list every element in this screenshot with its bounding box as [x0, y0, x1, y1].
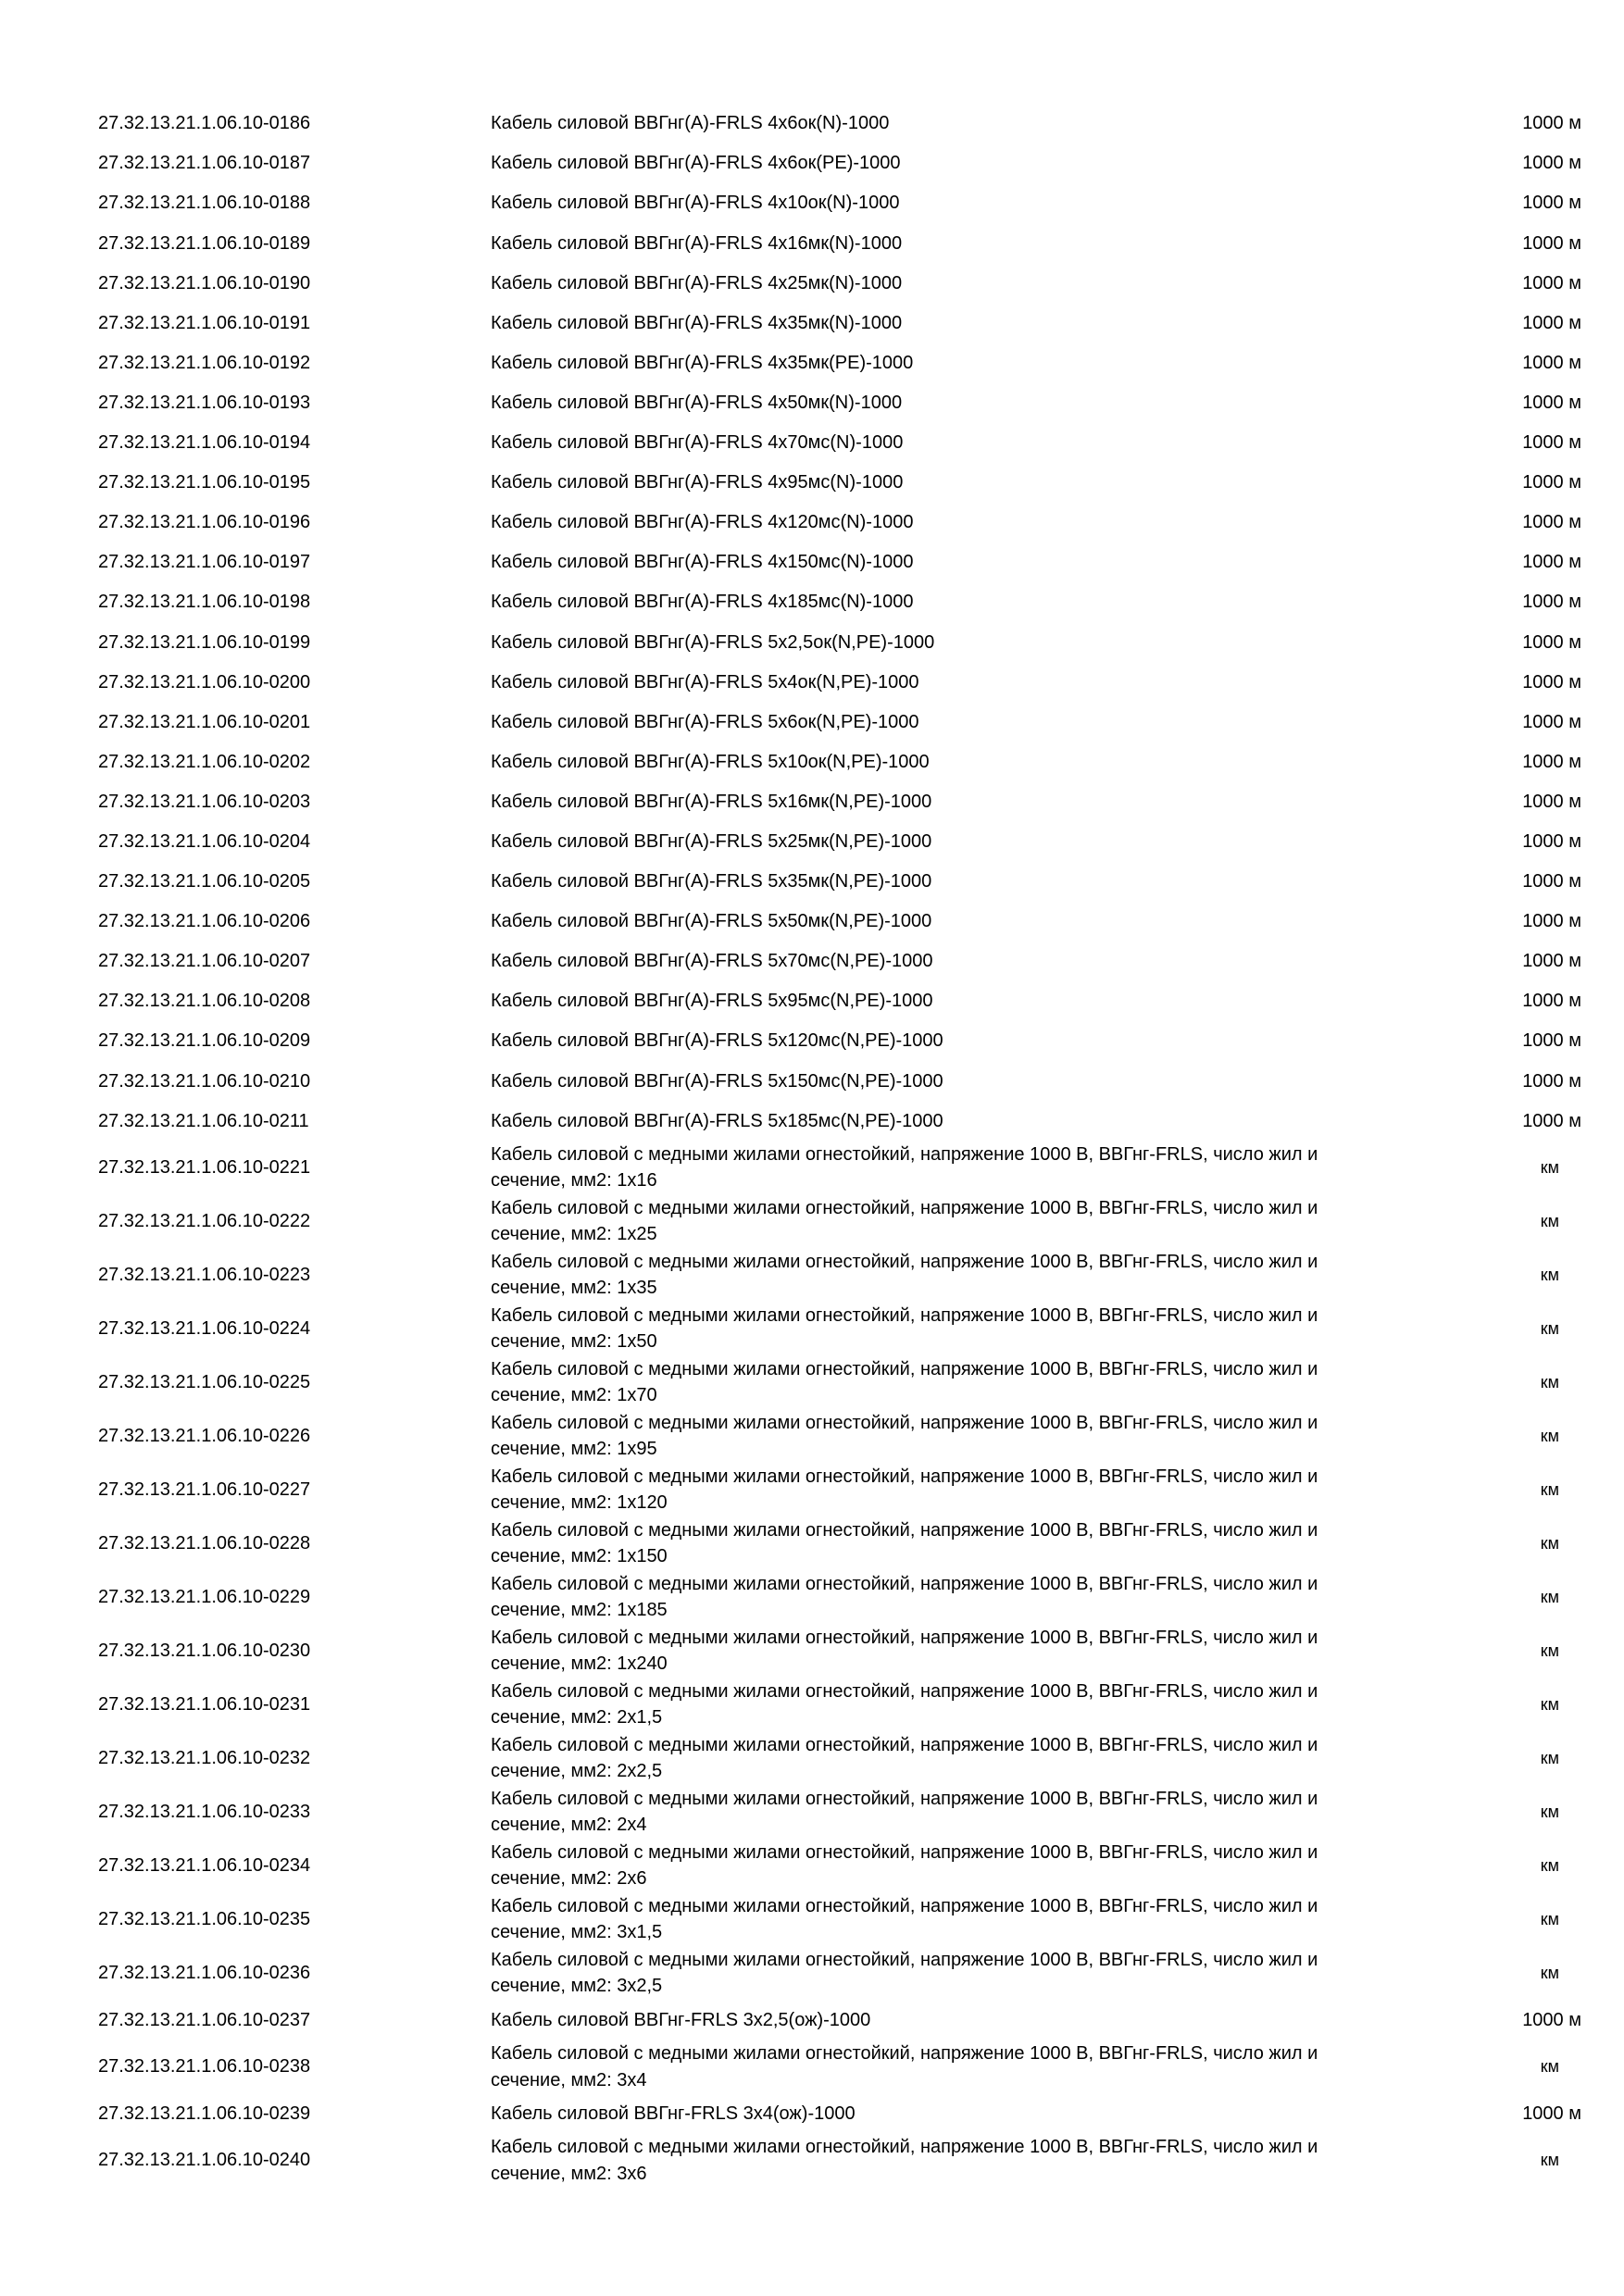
- item-unit: 1000 м: [1522, 830, 1581, 852]
- item-unit: 1000 м: [1522, 232, 1581, 254]
- table-row: [98, 1248, 1581, 1302]
- item-description: Кабель силовой ВВГнг(А)-FRLS 4х150мс(N)-1000: [491, 552, 914, 573]
- item-description: Кабель силовой ВВГнг(А)-FRLS 5х6ок(N,PE)-1000: [491, 711, 919, 732]
- table-row: [98, 1624, 1581, 1678]
- item-description: Кабель силовой ВВГнг(А)-FRLS 4х25мк(N)-1000: [491, 272, 903, 293]
- item-description: Кабель силовой с медными жилами огнестойкий, напряжение 1000 В, ВВГнг-FRLS, число жил и сечение, мм2: 1x185: [491, 1573, 1318, 1621]
- table-row: [98, 303, 1581, 343]
- item-code: 27.32.13.21.1.06.10-0191: [98, 312, 311, 333]
- item-code: 27.32.13.21.1.06.10-0229: [98, 1587, 311, 1608]
- item-description: Кабель силовой с медными жилами огнестойкий, напряжение 1000 В, ВВГнг-FRLS, число жил и сечение, мм2: 1x70: [491, 1358, 1318, 1406]
- item-code: 27.32.13.21.1.06.10-0196: [98, 512, 311, 533]
- table-row: [98, 2000, 1581, 2040]
- item-description: Кабель силовой ВВГнг(А)-FRLS 5х185мс(N,PE)-1000: [491, 1110, 943, 1131]
- item-unit: 1000 м: [1522, 472, 1581, 493]
- table-row: [98, 503, 1581, 543]
- item-description: Кабель силовой ВВГнг(А)-FRLS 4х50мк(N)-1000: [491, 392, 903, 413]
- item-code: 27.32.13.21.1.06.10-0187: [98, 153, 311, 174]
- item-unit: 1000 м: [1522, 991, 1581, 1012]
- item-description: Кабель силовой ВВГнг(А)-FRLS 4х185мс(N)-1000: [491, 592, 914, 613]
- item-code: 27.32.13.21.1.06.10-0193: [98, 392, 311, 413]
- item-unit: км: [1540, 1480, 1559, 1500]
- item-description: Кабель силовой ВВГнг(А)-FRLS 5х50мк(N,PE)-1000: [491, 911, 932, 932]
- table-row: [98, 463, 1581, 503]
- table-row: [98, 1785, 1581, 1839]
- item-description: Кабель силовой с медными жилами огнестойкий, напряжение 1000 В, ВВГнг-FRLS, число жил и сечение, мм2: 2x4: [491, 1788, 1318, 1836]
- item-code: 27.32.13.21.1.06.10-0207: [98, 951, 311, 972]
- catalog-table: [98, 104, 1581, 2188]
- item-description: Кабель силовой ВВГнг(А)-FRLS 4х95мс(N)-1000: [491, 472, 904, 493]
- item-unit: км: [1540, 1158, 1559, 1178]
- item-unit: 1000 м: [1522, 392, 1581, 413]
- item-unit: 1000 м: [1522, 1110, 1581, 1131]
- item-description: Кабель силовой ВВГнг(А)-FRLS 4х16мк(N)-1000: [491, 232, 903, 254]
- item-unit: км: [1540, 1534, 1559, 1554]
- table-row: [98, 1839, 1581, 1892]
- table-row: [98, 622, 1581, 662]
- item-description: Кабель силовой с медными жилами огнестойкий, напряжение 1000 В, ВВГнг-FRLS, число жил и сечение, мм2: 1x25: [491, 1197, 1318, 1245]
- item-description: Кабель силовой ВВГнг(А)-FRLS 4х6ок(N)-1000: [491, 113, 890, 134]
- item-unit: км: [1540, 1964, 1559, 1983]
- table-row: [98, 423, 1581, 463]
- item-code: 27.32.13.21.1.06.10-0230: [98, 1641, 311, 1662]
- table-row: [98, 223, 1581, 263]
- table-row: [98, 1516, 1581, 1570]
- item-unit: 1000 м: [1522, 1030, 1581, 1052]
- catalog-body: [98, 104, 1581, 2188]
- item-code: 27.32.13.21.1.06.10-0198: [98, 592, 311, 613]
- item-code: 27.32.13.21.1.06.10-0209: [98, 1030, 311, 1052]
- table-row: [98, 1570, 1581, 1624]
- table-row: [98, 822, 1581, 862]
- item-unit: км: [1540, 1695, 1559, 1715]
- table-row: [98, 383, 1581, 423]
- item-unit: 1000 м: [1522, 951, 1581, 972]
- item-unit: км: [1540, 1266, 1559, 1285]
- item-description: Кабель силовой с медными жилами огнестойкий, напряжение 1000 В, ВВГнг-FRLS, число жил и сечение, мм2: 2x6: [491, 1841, 1318, 1890]
- item-unit: 1000 м: [1522, 871, 1581, 892]
- item-description: Кабель силовой с медными жилами огнестойкий, напряжение 1000 В, ВВГнг-FRLS, число жил и сечение, мм2: 3x4: [491, 2043, 1318, 2090]
- table-row: [98, 902, 1581, 942]
- item-code: 27.32.13.21.1.06.10-0240: [98, 2150, 311, 2171]
- item-code: 27.32.13.21.1.06.10-0204: [98, 830, 311, 852]
- item-code: 27.32.13.21.1.06.10-0228: [98, 1533, 311, 1554]
- table-row: [98, 183, 1581, 223]
- item-code: 27.32.13.21.1.06.10-0232: [98, 1748, 311, 1769]
- item-code: 27.32.13.21.1.06.10-0227: [98, 1479, 311, 1501]
- item-description: Кабель силовой с медными жилами огнестойкий, напряжение 1000 В, ВВГнг-FRLS, число жил и сечение, мм2: 1x150: [491, 1519, 1318, 1567]
- item-description: Кабель силовой с медными жилами огнестойкий, напряжение 1000 В, ВВГнг-FRLS, число жил и сечение, мм2: 1x16: [491, 1143, 1318, 1192]
- item-code: 27.32.13.21.1.06.10-0233: [98, 1802, 311, 1823]
- table-row: [98, 1892, 1581, 1946]
- item-unit: 1000 м: [1522, 512, 1581, 533]
- item-description: Кабель силовой ВВГнг(А)-FRLS 4х35мк(PE)-1000: [491, 352, 914, 373]
- item-unit: 1000 м: [1522, 193, 1581, 214]
- table-row: [98, 582, 1581, 622]
- item-description: Кабель силовой ВВГнг(А)-FRLS 5х4ок(N,PE)-1000: [491, 671, 919, 693]
- item-unit: 1000 м: [1522, 751, 1581, 772]
- table-row: [98, 981, 1581, 1021]
- item-unit: км: [1540, 1373, 1559, 1392]
- item-unit: 1000 м: [1522, 2009, 1581, 2030]
- item-code: 27.32.13.21.1.06.10-0199: [98, 631, 311, 653]
- item-description: Кабель силовой с медными жилами огнестойкий, напряжение 1000 В, ВВГнг-FRLS, число жил и сечение, мм2: 1x50: [491, 1304, 1318, 1353]
- item-code: 27.32.13.21.1.06.10-0205: [98, 871, 311, 892]
- item-description: Кабель силовой с медными жилами огнестойкий, напряжение 1000 В, ВВГнг-FRLS, число жил и сечение, мм2: 1x95: [491, 1412, 1318, 1460]
- table-row: [98, 263, 1581, 303]
- item-description: Кабель силовой с медными жилами огнестойкий, напряжение 1000 В, ВВГнг-FRLS, число жил и сечение, мм2: 3x6: [491, 2137, 1318, 2184]
- item-unit: км: [1540, 1910, 1559, 1929]
- item-unit: км: [1540, 1856, 1559, 1876]
- item-description: Кабель силовой ВВГнг(А)-FRLS 5х120мс(N,PE)-1000: [491, 1030, 943, 1052]
- item-code: 27.32.13.21.1.06.10-0186: [98, 113, 311, 134]
- item-description: Кабель силовой ВВГнг(А)-FRLS 4х35мк(N)-1000: [491, 312, 903, 333]
- table-row: [98, 2134, 1581, 2188]
- item-code: 27.32.13.21.1.06.10-0202: [98, 751, 311, 772]
- item-code: 27.32.13.21.1.06.10-0188: [98, 193, 311, 214]
- item-unit: км: [1540, 1319, 1559, 1339]
- item-description: Кабель силовой ВВГнг(А)-FRLS 5х10ок(N,PE)-1000: [491, 751, 930, 772]
- item-code: 27.32.13.21.1.06.10-0236: [98, 1963, 311, 1984]
- item-description: Кабель силовой ВВГнг(А)-FRLS 4х120мс(N)-1000: [491, 512, 914, 533]
- item-description: Кабель силовой ВВГнг(А)-FRLS 4х10ок(N)-1000: [491, 193, 900, 214]
- item-unit: 1000 м: [1522, 791, 1581, 812]
- item-code: 27.32.13.21.1.06.10-0210: [98, 1070, 311, 1092]
- table-row: [98, 1194, 1581, 1248]
- table-row: [98, 1946, 1581, 2000]
- item-description: Кабель силовой с медными жилами огнестойкий, напряжение 1000 В, ВВГнг-FRLS, число жил и сечение, мм2: 2x2,5: [491, 1734, 1318, 1782]
- table-row: [98, 543, 1581, 582]
- table-row: [98, 782, 1581, 822]
- item-code: 27.32.13.21.1.06.10-0192: [98, 352, 311, 373]
- item-unit: км: [1540, 1749, 1559, 1768]
- item-unit: км: [1540, 2151, 1559, 2170]
- item-unit: 1000 м: [1522, 272, 1581, 293]
- table-row: [98, 1731, 1581, 1785]
- table-row: [98, 1302, 1581, 1355]
- table-row: [98, 1101, 1581, 1141]
- item-unit: 1000 м: [1522, 312, 1581, 333]
- item-description: Кабель силовой с медными жилами огнестойкий, напряжение 1000 В, ВВГнг-FRLS, число жил и сечение, мм2: 1x240: [491, 1627, 1318, 1675]
- item-unit: 1000 м: [1522, 552, 1581, 573]
- item-code: 27.32.13.21.1.06.10-0223: [98, 1265, 311, 1286]
- item-description: Кабель силовой с медными жилами огнестойкий, напряжение 1000 В, ВВГнг-FRLS, число жил и сечение, мм2: 1x120: [491, 1466, 1318, 1514]
- item-code: 27.32.13.21.1.06.10-0211: [98, 1110, 309, 1131]
- item-description: Кабель силовой ВВГнг(А)-FRLS 5х2,5ок(N,PE)-1000: [491, 631, 935, 653]
- item-unit: 1000 м: [1522, 2103, 1581, 2124]
- item-code: 27.32.13.21.1.06.10-0208: [98, 991, 311, 1012]
- item-unit: 1000 м: [1522, 113, 1581, 134]
- item-description: Кабель силовой с медными жилами огнестойкий, напряжение 1000 В, ВВГнг-FRLS, число жил и сечение, мм2: 3x1,5: [491, 1895, 1318, 1943]
- item-unit: 1000 м: [1522, 911, 1581, 932]
- item-description: Кабель силовой ВВГнг-FRLS 3х2,5(ож)-1000: [491, 2009, 871, 2030]
- item-code: 27.32.13.21.1.06.10-0201: [98, 711, 311, 732]
- item-unit: 1000 м: [1522, 432, 1581, 454]
- item-unit: км: [1540, 2057, 1559, 2077]
- table-row: [98, 742, 1581, 782]
- item-code: 27.32.13.21.1.06.10-0238: [98, 2056, 311, 2078]
- item-code: 27.32.13.21.1.06.10-0235: [98, 1909, 311, 1930]
- table-row: [98, 1409, 1581, 1463]
- item-code: 27.32.13.21.1.06.10-0239: [98, 2103, 311, 2124]
- item-code: 27.32.13.21.1.06.10-0200: [98, 671, 311, 693]
- table-row: [98, 1141, 1581, 1194]
- item-description: Кабель силовой ВВГнг(А)-FRLS 5х70мс(N,PE)-1000: [491, 951, 933, 972]
- item-code: 27.32.13.21.1.06.10-0224: [98, 1318, 311, 1340]
- item-code: 27.32.13.21.1.06.10-0203: [98, 791, 311, 812]
- item-code: 27.32.13.21.1.06.10-0222: [98, 1211, 311, 1232]
- item-code: 27.32.13.21.1.06.10-0225: [98, 1372, 311, 1393]
- table-row: [98, 942, 1581, 981]
- item-code: 27.32.13.21.1.06.10-0189: [98, 232, 311, 254]
- item-unit: км: [1540, 1803, 1559, 1822]
- item-code: 27.32.13.21.1.06.10-0194: [98, 432, 311, 454]
- item-code: 27.32.13.21.1.06.10-0231: [98, 1694, 311, 1716]
- item-description: Кабель силовой ВВГнг(А)-FRLS 5х25мк(N,PE)-1000: [491, 830, 932, 852]
- item-code: 27.32.13.21.1.06.10-0197: [98, 552, 311, 573]
- table-row: [98, 1678, 1581, 1731]
- table-row: [98, 702, 1581, 742]
- item-unit: км: [1540, 1212, 1559, 1231]
- table-row: [98, 343, 1581, 383]
- item-unit: 1000 м: [1522, 671, 1581, 693]
- item-unit: 1000 м: [1522, 1070, 1581, 1092]
- item-description: Кабель силовой ВВГнг(А)-FRLS 4х70мс(N)-1000: [491, 432, 904, 454]
- item-code: 27.32.13.21.1.06.10-0226: [98, 1426, 311, 1447]
- item-description: Кабель силовой с медными жилами огнестойкий, напряжение 1000 В, ВВГнг-FRLS, число жил и сечение, мм2: 3x2,5: [491, 1949, 1318, 1997]
- item-code: 27.32.13.21.1.06.10-0206: [98, 911, 311, 932]
- item-description: Кабель силовой с медными жилами огнестойкий, напряжение 1000 В, ВВГнг-FRLS, число жил и сечение, мм2: 2x1,5: [491, 1680, 1318, 1728]
- item-description: Кабель силовой с медными жилами огнестойкий, напряжение 1000 В, ВВГнг-FRLS, число жил и сечение, мм2: 1x35: [491, 1251, 1318, 1299]
- table-row: [98, 662, 1581, 702]
- item-description: Кабель силовой ВВГнг(А)-FRLS 5х150мс(N,PE)-1000: [491, 1070, 943, 1092]
- item-unit: 1000 м: [1522, 631, 1581, 653]
- item-description: Кабель силовой ВВГнг-FRLS 3х4(ож)-1000: [491, 2103, 856, 2124]
- table-row: [98, 1355, 1581, 1409]
- item-description: Кабель силовой ВВГнг(А)-FRLS 5х16мк(N,PE)-1000: [491, 791, 932, 812]
- item-code: 27.32.13.21.1.06.10-0190: [98, 272, 311, 293]
- table-row: [98, 144, 1581, 183]
- table-row: [98, 1021, 1581, 1061]
- item-unit: 1000 м: [1522, 711, 1581, 732]
- item-unit: 1000 м: [1522, 153, 1581, 174]
- item-unit: км: [1540, 1427, 1559, 1446]
- table-row: [98, 2094, 1581, 2134]
- item-unit: 1000 м: [1522, 352, 1581, 373]
- item-unit: км: [1540, 1641, 1559, 1661]
- item-code: 27.32.13.21.1.06.10-0195: [98, 472, 311, 493]
- item-description: Кабель силовой ВВГнг(А)-FRLS 5х35мк(N,PE)-1000: [491, 871, 932, 892]
- item-description: Кабель силовой ВВГнг(А)-FRLS 5х95мс(N,PE)-1000: [491, 991, 933, 1012]
- item-unit: км: [1540, 1588, 1559, 1607]
- table-row: [98, 1061, 1581, 1101]
- item-description: Кабель силовой ВВГнг(А)-FRLS 4х6ок(PE)-1000: [491, 153, 901, 174]
- table-row: [98, 104, 1581, 144]
- table-row: [98, 862, 1581, 902]
- item-unit: 1000 м: [1522, 592, 1581, 613]
- item-code: 27.32.13.21.1.06.10-0234: [98, 1855, 311, 1877]
- table-row: [98, 1463, 1581, 1516]
- table-row: [98, 2040, 1581, 2094]
- item-code: 27.32.13.21.1.06.10-0237: [98, 2009, 311, 2030]
- item-code: 27.32.13.21.1.06.10-0221: [98, 1157, 311, 1179]
